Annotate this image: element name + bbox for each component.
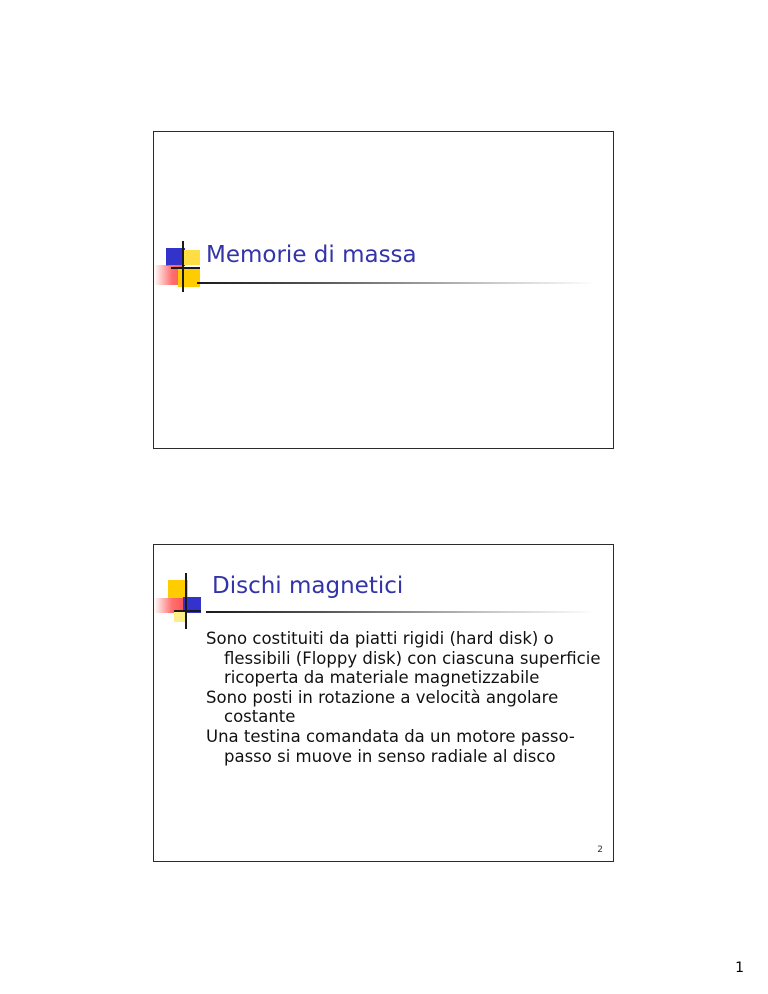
list-item: Sono costituiti da piatti rigidi (hard disk) o flessibili (Floppy disk) con ciascuna superficie ricoperta da materiale magnetizzabile [206, 629, 601, 688]
slide-title: Dischi magnetici [212, 573, 404, 599]
bullet-list [206, 629, 601, 766]
page-number: 1 [735, 960, 744, 976]
slide-decoration-icon [154, 575, 214, 635]
slide-1 [153, 131, 614, 449]
list-item: Una testina comandata da un motore passo-passo si muove in senso radiale al disco [206, 726, 575, 766]
slide-number: 2 [597, 845, 603, 855]
list-item: Sono posti in rotazione a velocità angolare costante [206, 687, 559, 727]
title-underline [197, 282, 597, 284]
slide-decoration-icon [154, 241, 214, 301]
slide-2 [153, 544, 614, 862]
title-underline [206, 611, 596, 613]
slide-title: Memorie di massa [206, 242, 417, 268]
